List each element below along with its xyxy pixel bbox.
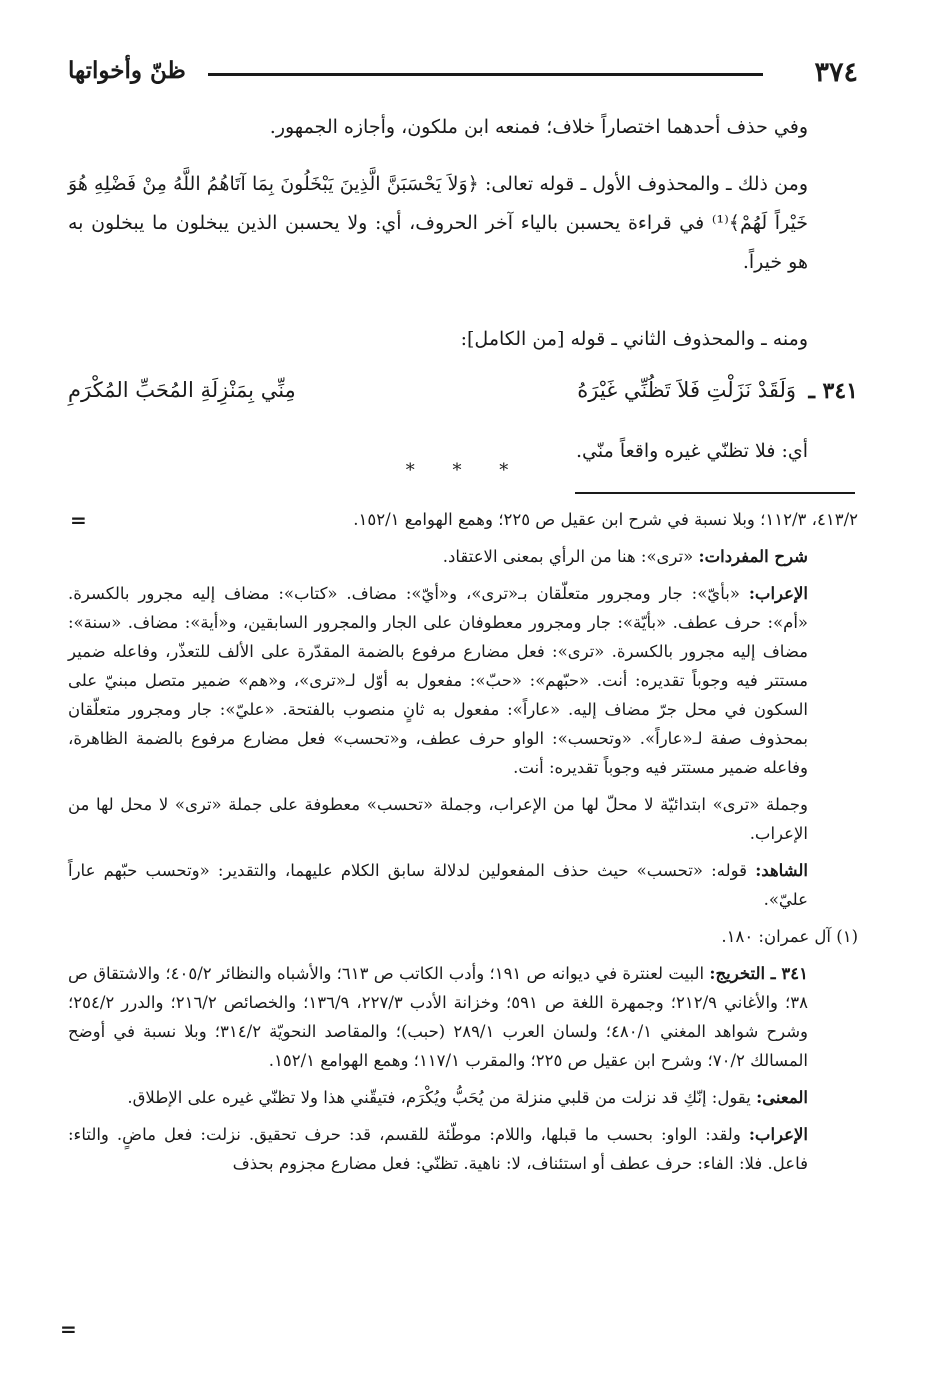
takhrij-text: البيت لعنترة في ديوانه ص ١٩١؛ وأدب الكاتب ص ٦١٣؛ والأشباه والنظائر ٤٠٥/٢؛ والاشتقاق ص ٣٨؛ والأغاني ٢١٢/٩؛ وجمهرة اللغة ص ٥٩١؛ وخزانة الأدب ٢٢٧/٣، ١٣٦/٩؛ والخصائص ٢١٦/٢؛ والدرر ٢٥٤/٢؛ وشرح شواهد المغني ٤٨٠/١؛ ولسان العرب ٢٨٩/١ (حبب)؛ والمقاصد النحويّة ٣١٤/٢؛ وبلا نسبة في أوضح المسالك ٧٠/٢؛ وشرح ابن عقيل ص ٢٢٥؛ والمقرب ١١٧/١؛ وهمع الهوامع ١٥٢/١. bbox=[68, 964, 808, 1070]
maana-label: المعنى: bbox=[756, 1088, 808, 1107]
footnote-rule bbox=[575, 492, 855, 494]
main-text bbox=[68, 108, 858, 147]
irab-label: الإعراب: bbox=[748, 584, 808, 603]
hemistich-first: وَلَقَدْ نَزَلْتِ فَلاَ تَظُنِّي غَيْرَهُ bbox=[577, 378, 796, 402]
vocab-label: شرح المفردات: bbox=[698, 547, 808, 566]
verse-number: ٣٤١ ـ bbox=[808, 378, 858, 404]
hemistich-second: مِنِّي بِمَنْزِلَةِ المُحَبِّ المُكْرَمِ bbox=[68, 378, 296, 402]
takhrij-note bbox=[68, 959, 858, 1075]
irab2-note bbox=[68, 1120, 858, 1178]
irab2-text: ولقد: الواو: بحسب ما قبلها، واللام: موطّئة للقسم، قد: حرف تحقيق. نزلت: فعل ماضٍ. والتاء: فاعل. فلا: الفاء: حرف عطف أو استئناف، لا: ناهية. تظنّي: فعل مضارع مجزوم بحذف bbox=[68, 1125, 808, 1173]
shahid-label: الشاهد: bbox=[755, 861, 809, 880]
main-text bbox=[68, 165, 858, 282]
header-rule bbox=[208, 73, 763, 76]
page-number: ٣٧٤ bbox=[814, 57, 858, 88]
quran-footnote: (١) آل عمران: ١٨٠. bbox=[721, 927, 858, 946]
takhrij-label: ٣٤١ ـ التخريج: bbox=[709, 964, 808, 983]
irab-note bbox=[68, 579, 858, 782]
footnote-line: ٤١٣/٢، ١١٢/٣؛ وبلا نسبة في شرح ابن عقيل ص ٢٢٥؛ وهمع الهوامع ١٥٢/١. bbox=[353, 510, 858, 529]
poetry-verse bbox=[68, 372, 858, 420]
irab2-label: الإعراب: bbox=[748, 1125, 808, 1144]
main-text bbox=[68, 320, 858, 359]
paragraph: وفي حذف أحدهما اختصاراً خلاف؛ فمنعه ابن ملكون، وأجازه الجمهور. bbox=[269, 116, 808, 138]
paragraph: ومنه ـ والمحذوف الثاني ـ قوله [من الكامل]: bbox=[460, 328, 808, 350]
vocab-note bbox=[68, 542, 858, 571]
maana-note bbox=[68, 1083, 858, 1112]
running-title: ظنّ وأخواتها bbox=[68, 57, 186, 84]
shahid-note bbox=[68, 856, 858, 914]
footnotes bbox=[68, 505, 858, 1186]
irab-text: «بأيّ»: جار ومجرور متعلّقان بـ«ترى»، و«أيّ»: مضاف. «كتاب»: مضاف إليه مجرور بالكسرة. «أم»: حرف عطف. «بأيّة»: جار ومجرور معطوفان على الجار والمجرور السابقين، و«أية»: مضاف. «سنة»: مضاف إليه مجرور بالكسرة. «ترى»: فعل مضارع مرفوع بالضمة المقدّرة على الألف للتعذّر، وفاعله ضمير مستتر فيه وجوباً تقديره: أنت. «حبّهم»: «حبّ»: مفعول به أوّل لـ«ترى»، و«هم» ضمير متصل مبنيّ على السكون في محل جرّ مضاف إليه. «عاراً»: مفعول به ثانٍ منصوب بالفتحة. «عليّ»: جار ومجرور متعلّقان بمحذوف صفة لـ«عاراً». «وتحسب»: الواو حرف عطف، و«تحسب» فعل مضارع مرفوع بالضمة الظاهرة، وفاعله ضمير مستتر فيه وجوباً تقديره: أنت. bbox=[68, 584, 808, 777]
paragraph: ومن ذلك ـ والمحذوف الأول ـ قوله تعالى: ﴿وَلاَ يَحْسَبَنَّ الَّذِينَ يَبْخَلُونَ بِمَا آتَاهُمُ اللَّهُ مِنْ فَضْلِهِ هُوَ خَيْراً لَهُمْ﴾⁽¹⁾ في قراءة يحسبن بالياء آخر الحروف، أي: ولا يحسبن الذين يبخلون ما يبخلون به هو خيراً. bbox=[68, 173, 808, 273]
continuation-marker: = bbox=[70, 508, 87, 532]
vocab-text: «ترى»: هنا من الرأي بمعنى الاعتقاد. bbox=[442, 547, 694, 566]
section-stars: * * * bbox=[405, 460, 525, 481]
jumla-note: وجملة «ترى» ابتدائيّة لا محلّ لها من الإعراب، وجملة «تحسب» معطوفة على جملة «ترى» لا محل لها من الإعراب. bbox=[68, 795, 808, 843]
continuation-marker-bottom: = bbox=[60, 1317, 77, 1341]
shahid-text: قوله: «تحسب» حيث حذف المفعولين لدلالة سابق الكلام عليهما، والتقدير: «وتحسب حبّهم عاراً عليّ». bbox=[68, 861, 808, 909]
paragraph: أي: فلا تظنّي غيره واقعاً منّي. bbox=[576, 440, 808, 462]
page-header bbox=[68, 55, 858, 95]
maana-text: يقول: إنّكِ قد نزلت من قلبي منزلة من يُحَبُّ ويُكْرَم، فتيقّني هذا ولا تظنّي غيره على الإطلاق. bbox=[127, 1088, 751, 1107]
